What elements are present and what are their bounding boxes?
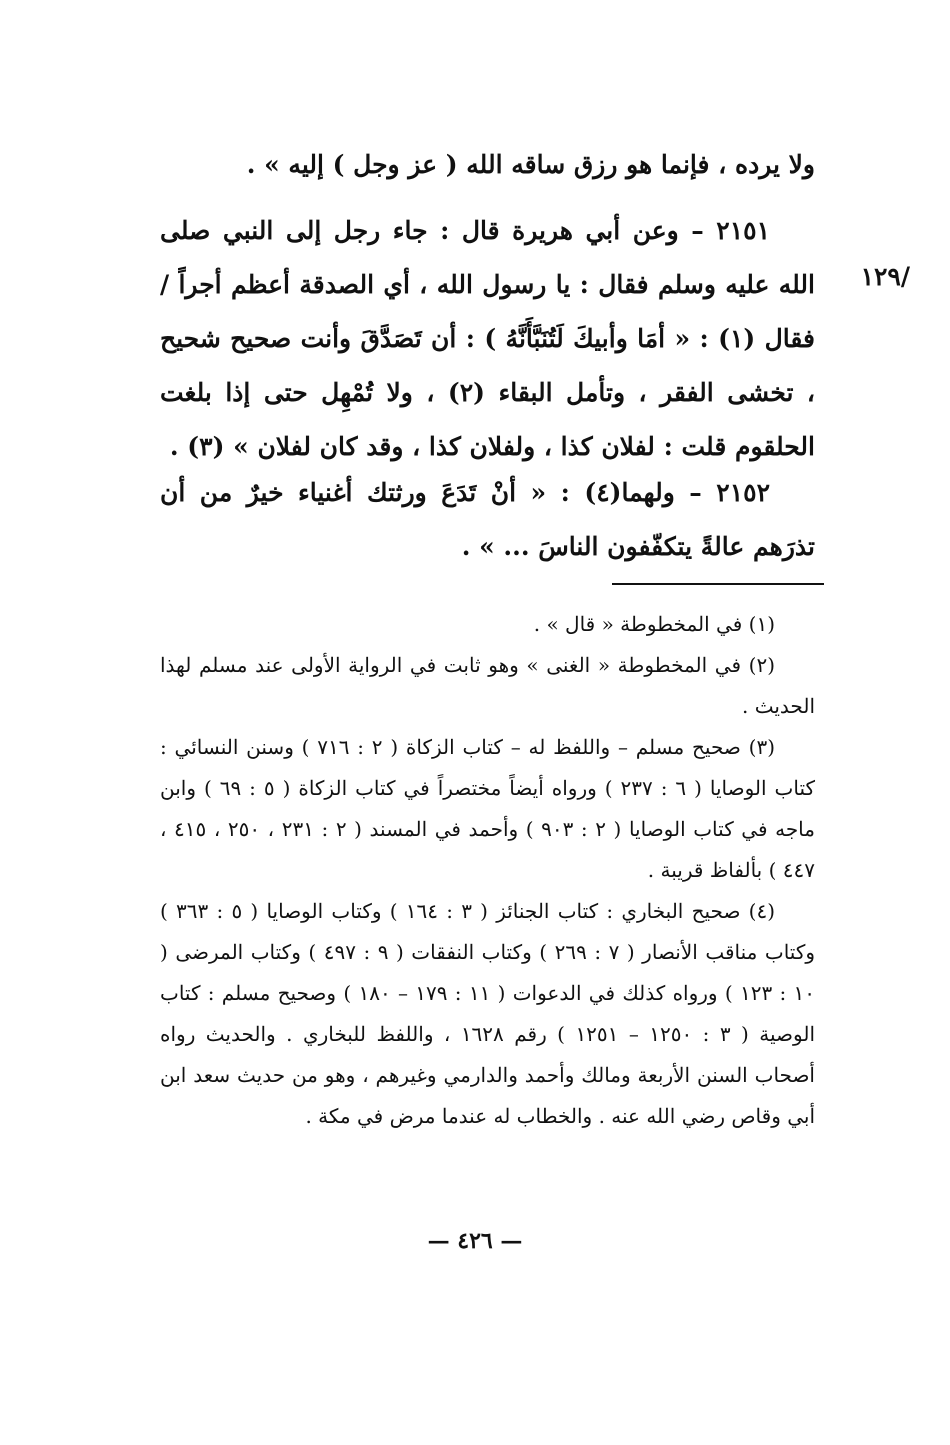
- hadith-2152-text: ٢١٥٢ – ولهما(٤) : « أنْ تَدَعَ ورثتك أغنياء خيرٌ من أن تذرَهم عالةً يتكفّفون الناسَ ... » .: [160, 478, 815, 561]
- footnote-1: [160, 604, 815, 645]
- page-number: — ٤٢٦ —: [427, 1228, 523, 1254]
- footnote-3: [160, 727, 815, 891]
- hadith-2151-paragraph: [160, 204, 815, 474]
- manuscript-folio-marker: /۱۲۹: [860, 262, 910, 291]
- footnote-text: (٤) صحيح البخاري : كتاب الجنائز ( ٣ : ١٦٤ ) وكتاب الوصايا ( ٥ : ٣٦٣ ) وكتاب مناقب الأنصار ( ٧ : ٢٦٩ ) وكتاب النفقات ( ٩ : ٤٩٧ ) وكتاب المرضى ( ١٠ : ١٢٣ ) ورواه كذلك في الدعوات ( ١١ : ١٧٩ – ١٨٠ ) وصحيح مسلم : كتاب الوصية ( ٣ : ١٢٥٠ – ١٢٥١ ) رقم ١٦٢٨ ، واللفظ للبخاري . والحديث رواه أصحاب السنن الأربعة ومالك وأحمد والدارمي وغيرهم ، وهو من حديث سعد ابن أبي وقاص رضي الله عنه . والخطاب له عندما مرض في مكة .: [160, 899, 816, 1128]
- footnote-text: (٣) صحيح مسلم – واللفظ له – كتاب الزكاة ( ٢ : ٧١٦ ) وسنن النسائي : كتاب الوصايا ( ٦ : ٢٣٧ ) ورواه أيضاً مختصراً في كتاب الزكاة ( ٥ : ٦٩ ) وابن ماجه في كتاب الوصايا ( ٢ : ٩٠٣ ) وأحمد في المسند ( ٢ : ٢٣١ ، ٢٥٠ ، ٤١٥ ، ٤٤٧ ) بألفاظ قريبة .: [160, 735, 816, 882]
- footnote-text: (١) في المخطوطة « قال » .: [533, 612, 775, 636]
- footnote-4: [160, 891, 815, 1137]
- footnote-text: (٢) في المخطوطة « الغنى » وهو ثابت في الرواية الأولى عند مسلم لهذا الحديث .: [160, 653, 815, 718]
- hadith-2152-paragraph: [160, 466, 815, 574]
- footnotes-section: [160, 604, 815, 1137]
- intro-text: ولا يرده ، فإنما هو رزق ساقه الله ( عز وجل ) إليه » .: [246, 150, 815, 179]
- footnote-separator: [612, 583, 824, 585]
- footnote-2: [160, 645, 815, 727]
- intro-paragraph: [160, 138, 815, 192]
- hadith-2151-text: ٢١٥١ – وعن أبي هريرة قال : جاء رجل إلى النبي صلى الله عليه وسلم فقال : يا رسول الله ، أي الصدقة أعظم أجراً / فقال (١) : « أمَا وأبيكَ لَتُنَبَّأَنَّهُ ) : أن تَصَدَّقَ وأنت صحيح شحيح ، تخشى الفقر ، وتأمل البقاء (٢) ، ولا تُمْهِل حتى إذا بلغت الحلقوم قلت : لفلان كذا ، ولفلان كذا ، وقد كان لفلان » (٣) .: [160, 216, 815, 461]
